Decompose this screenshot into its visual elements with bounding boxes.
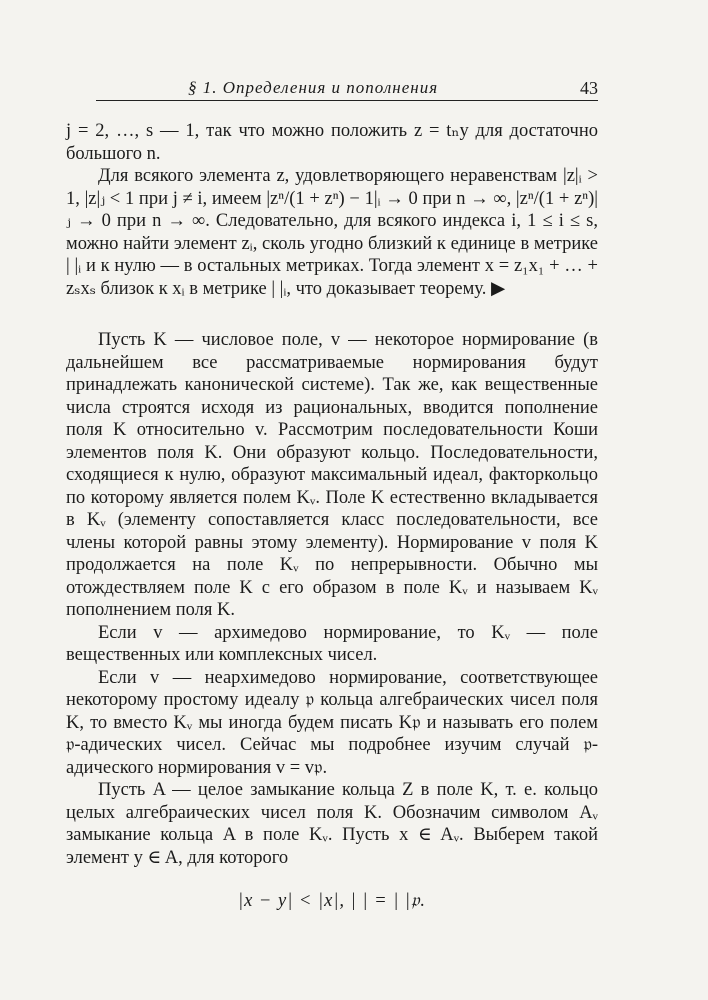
paragraph-completion-definition: Пусть K — числовое поле, v — некоторое нормирование (в дальнейшем все рассматриваемые нормирования будут принадлежать канонической системе). Так же, как вещественные числа строятся исходя из рациональных, вводится пополнение поля K относительно v. Рассмотрим последовательности Коши элементов поля K. Они образуют кольцо. Последовательности, сходящиеся к нулю, образуют максимальный идеал, факторкольцо по которому является полем Kᵥ. Поле K естественно вкладывается в Kᵥ (элементу сопоставляется класс последовательности, все члены которой равны этому элементу). Нормирование v поля K продолжается на поле Kᵥ по непрерывности. Обычно мы отождествляем поле K с его образом в поле Kᵥ и называем Kᵥ пополнением поля K. [66, 330, 598, 620]
paragraph-nonarchimedean: Если v — неархимедово нормирование, соответствующее некоторому простому идеалу 𝔭 кольца алгебраических чисел поля K, то вместо Kᵥ мы иногда будем писать K𝔭 и называть его полем 𝔭-адических чисел. Сейчас мы подробнее изучим случай 𝔭-адического нормирования v = v𝔭. [66, 667, 598, 778]
page-number: 43 [580, 78, 598, 98]
paragraph-integral-closure: Пусть A — целое замыкание кольца Z в поле K, т. е. кольцо целых алгебраических чисел поля K. Обозначим символом Aᵥ замыкание кольца A в поле Kᵥ. Пусть x ∈ Aᵥ. Выберем такой элемент y ∈ A, для которого [66, 780, 598, 868]
paragraph-proof-end: Для всякого элемента z, удовлетворяющего неравенствам |z|ᵢ > 1, |z|ⱼ < 1 при j ≠ i, имеем |zⁿ/(1 + zⁿ) − 1|ᵢ → 0 при n → ∞, |zⁿ/(1 + zⁿ)|ⱼ → 0 при n → ∞. Следовательно, для всякого индекса i, 1 ≤ i ≤ s, можно найти элемент zᵢ, сколь угодно близкий к единице в метрике | |ᵢ и к нулю — в остальных метриках. Тогда элемент x = z₁x₁ + … + zₛxₛ близок к xᵢ в метрике | |ᵢ, что доказывает теорему. ▶ [66, 166, 598, 299]
page-header [96, 78, 598, 101]
paragraph-archimedean: Если v — архимедово нормирование, то Kᵥ — поле вещественных или комплексных чисел. [66, 622, 598, 665]
page-body [66, 120, 598, 913]
paragraph-continuation: j = 2, …, s — 1, так что можно положить z = tₙy для достаточно большого n. [66, 121, 598, 164]
running-head: § 1. Определения и пополнения [188, 78, 439, 97]
display-formula: |x − y| < |x|, | | = | |𝔭. [237, 891, 427, 911]
